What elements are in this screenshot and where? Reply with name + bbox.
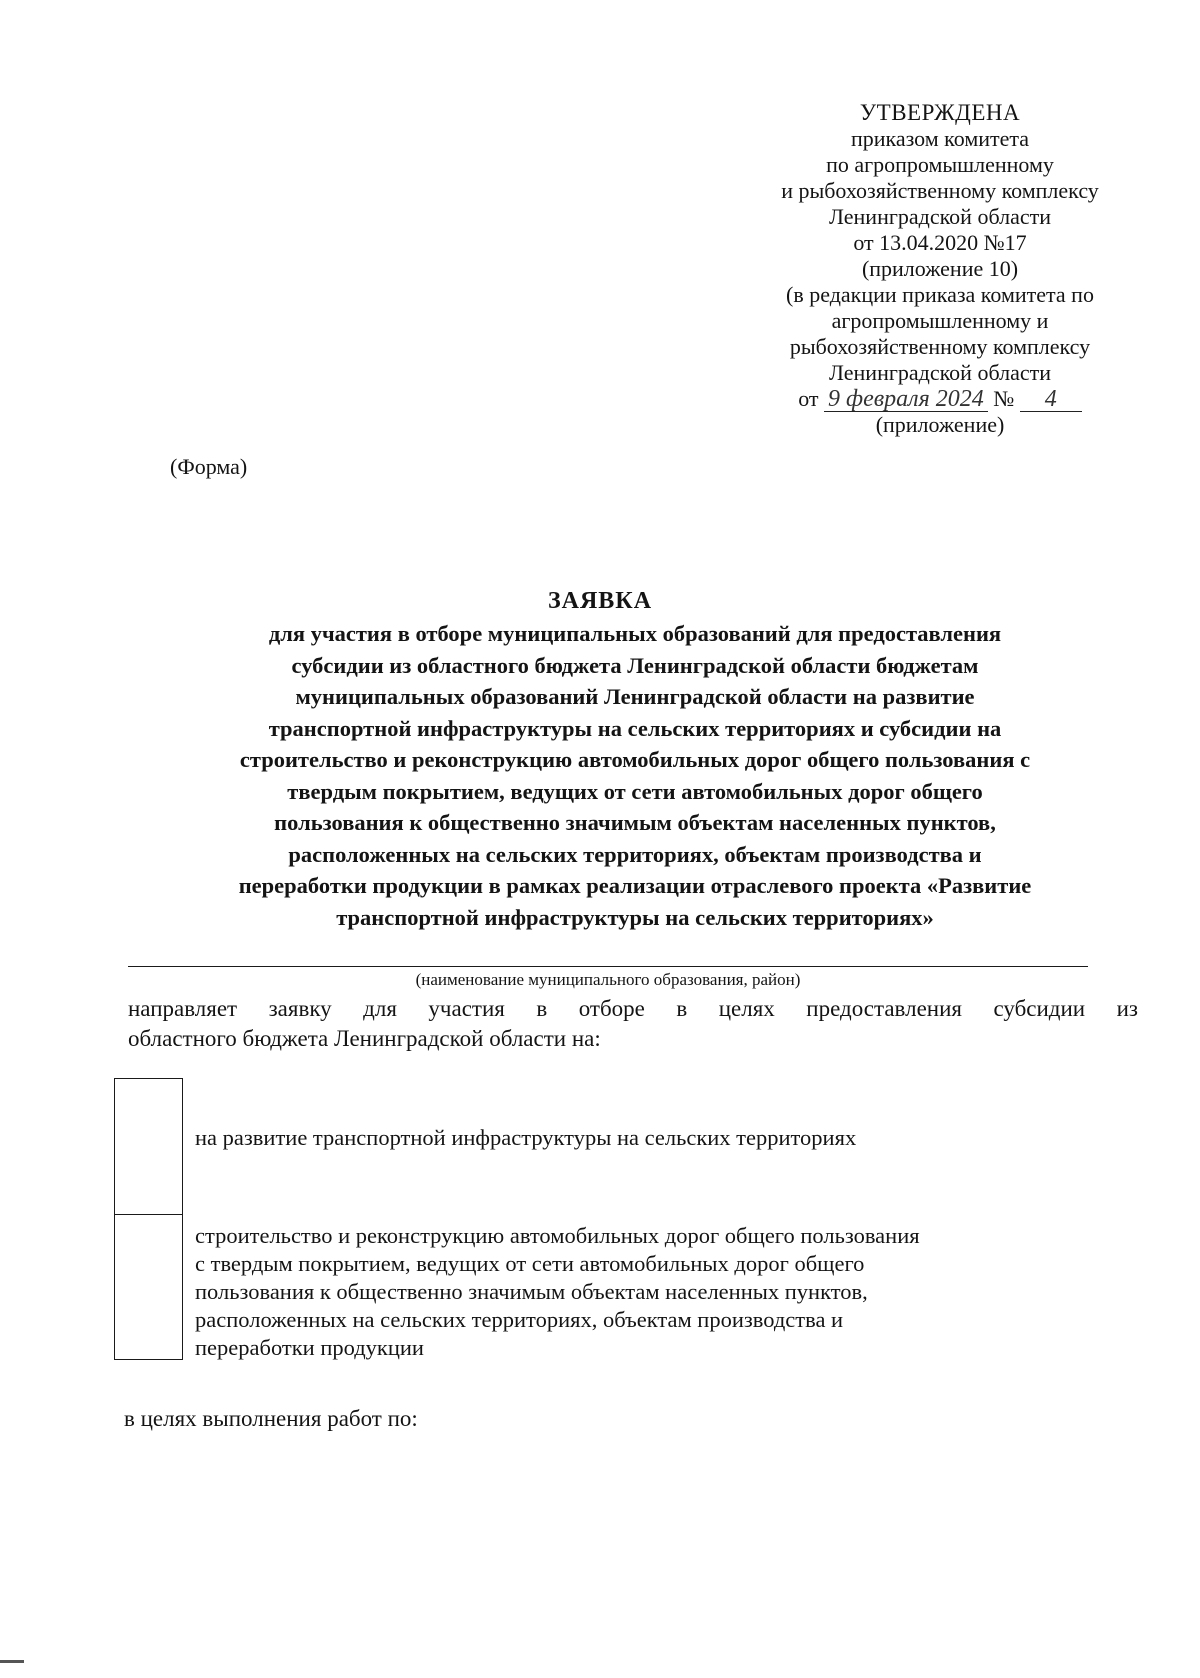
approval-line: Ленинградской области: [829, 204, 1051, 229]
handwritten-number: 4: [1020, 387, 1082, 412]
approval-line: Ленинградской области: [829, 360, 1051, 385]
closing-line: в целях выполнения работ по:: [124, 1406, 418, 1431]
option-label: [195, 1214, 920, 1362]
intro-line: направляет заявку для участия в отборе в целях предоставления субсидии из: [128, 996, 1138, 1021]
approval-line: от 13.04.2020 №17: [853, 230, 1027, 255]
subtitle-line: пользования к общественно значимым объектам населенных пунктов,: [274, 810, 996, 835]
option-label-line: пользования к общественно значимым объектам населенных пунктов,: [195, 1279, 868, 1304]
approval-heading: УТВЕРЖДЕНА: [859, 100, 1021, 125]
subtitle-line: твердым покрытием, ведущих от сети автомобильных дорог общего: [287, 778, 983, 804]
approval-line: приказом комитета: [850, 126, 1030, 151]
option-row-infrastructure: [114, 1078, 1114, 1214]
subsidy-options: [114, 1078, 1114, 1362]
document-title: ЗАЯВКА: [547, 588, 653, 614]
subtitle-line: транспортной инфраструктуры на сельских территориях»: [336, 904, 934, 930]
option-label-line: расположенных на сельских территориях, объектам производства и: [195, 1307, 844, 1332]
approval-line: (в редакции приказа комитета по: [786, 282, 1094, 307]
option-row-roads: [114, 1214, 1114, 1362]
subtitle-line: транспортной инфраструктуры на сельских территориях и субсидии на: [268, 715, 1002, 741]
scan-edge-mark: [0, 1660, 24, 1663]
date-prefix: от: [798, 386, 819, 411]
option-checkbox-roads[interactable]: [114, 1214, 183, 1360]
subtitle-line: расположенных на сельских территориях, объектам производства и: [288, 841, 982, 867]
handwritten-date: 9 февраля 2024: [824, 387, 988, 412]
document-subtitle: [130, 618, 1140, 933]
municipality-name-field[interactable]: [128, 966, 1088, 967]
subtitle-line: муниципальных образований Ленинградской области на развитие: [295, 684, 975, 709]
intro-paragraph: [128, 994, 1138, 1054]
option-label-line: на развитие транспортной инфраструктуры на сельских территориях: [195, 1125, 857, 1150]
approval-date-line: [730, 386, 1150, 412]
option-label-line: строительство и реконструкцию автомобильных дорог общего пользования: [195, 1223, 920, 1248]
approval-line: и рыбохозяйственному комплексу: [781, 178, 1099, 203]
approval-line: агропромышленному и: [831, 308, 1049, 333]
option-label: [195, 1078, 856, 1214]
subtitle-line: строительство и реконструкцию автомобильных дорог общего пользования с: [239, 747, 1031, 772]
option-checkbox-infrastructure[interactable]: [114, 1078, 183, 1214]
number-prefix: №: [993, 386, 1015, 411]
approval-line: по агропромышленному: [826, 152, 1054, 177]
approval-line: (приложение 10): [861, 256, 1019, 281]
option-label-line: переработки продукции: [195, 1335, 424, 1360]
subtitle-line: переработки продукции в рамках реализации отраслевого проекта «Развитие: [238, 873, 1032, 898]
option-label-line: с твердым покрытием, ведущих от сети автомобильных дорог общего: [195, 1251, 865, 1276]
approval-attachment: (приложение): [875, 412, 1005, 437]
approval-block: [730, 100, 1150, 438]
form-label: (Форма): [170, 454, 248, 479]
intro-line: областного бюджета Ленинградской области на:: [128, 1026, 601, 1051]
subtitle-line: для участия в отборе муниципальных образований для предоставления: [268, 621, 1002, 646]
subtitle-line: субсидии из областного бюджета Ленинградской области бюджетам: [291, 652, 979, 678]
municipality-name-caption: (наименование муниципального образования, район): [415, 970, 801, 989]
approval-line: рыбохозяйственному комплексу: [789, 334, 1091, 359]
